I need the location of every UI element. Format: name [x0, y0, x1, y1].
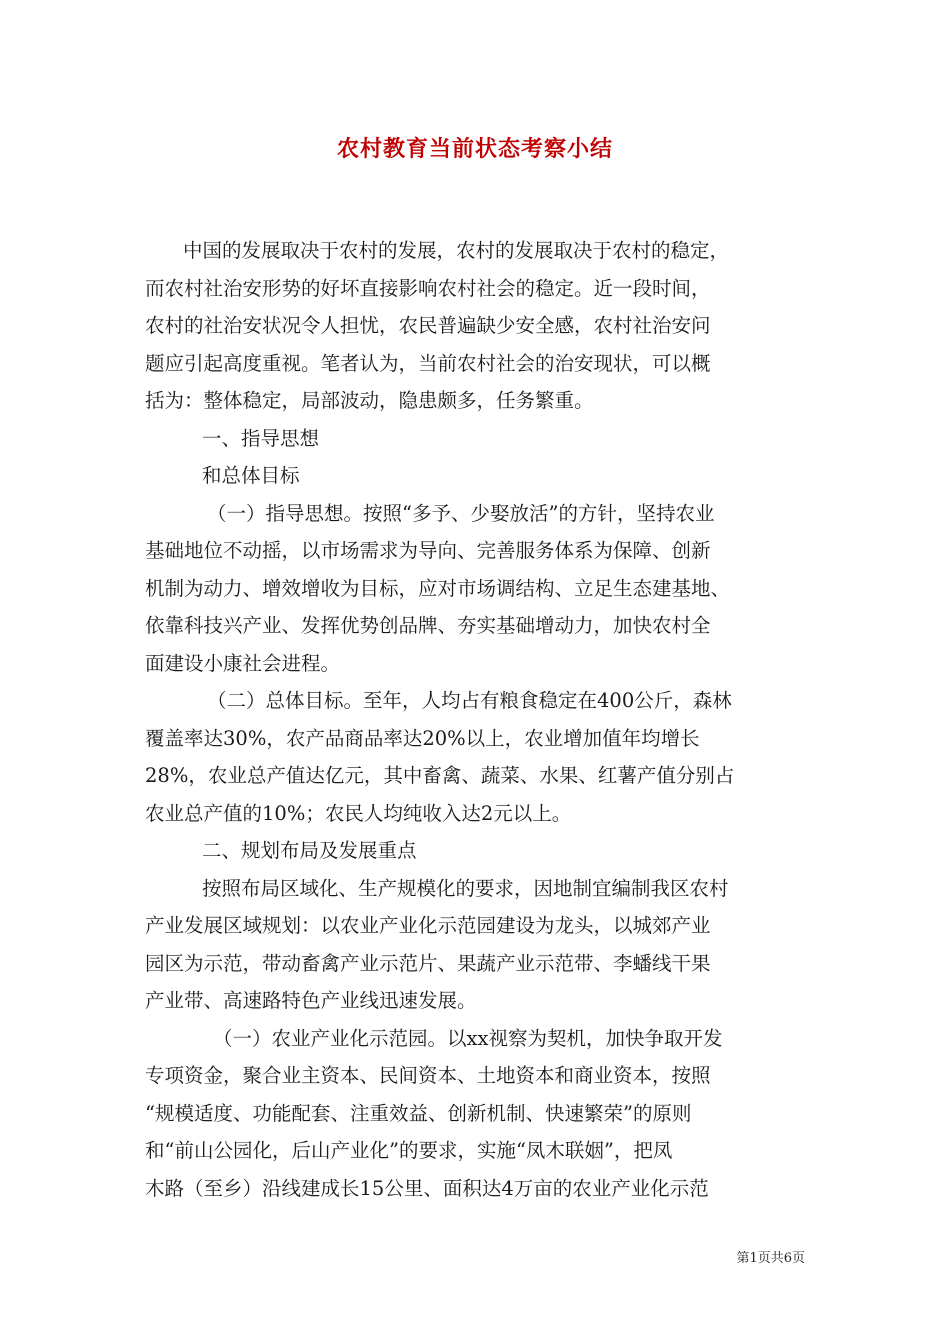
body-line: 产业带、高速路特色产业线迅速发展。 — [145, 989, 477, 1012]
body-line: “规模适度、功能配套、注重效益、创新机制、快速繁荣”的原则 — [145, 1101, 692, 1125]
body-line: 而农村社治安形势的好坏直接影响农村社会的稳定。近一段时间， — [145, 276, 711, 300]
body-line: 28%，农业总产值达亿元，其中畜禽、蔬菜、水果、红薯产值分别占 — [145, 764, 735, 787]
document-body — [145, 232, 813, 1207]
body-line: 覆盖率达30%，农产品商品率达20%以上，农业增加值年均增长 — [145, 726, 700, 750]
section-heading: 二、规划布局及发展重点 — [202, 839, 417, 862]
body-line: （一）指导思想。按照“多予、少娶放活”的方针，坚持农业 — [207, 501, 715, 525]
body-line: 农业总产值的10%；农民人均纯收入达2元以上。 — [145, 801, 572, 825]
body-line: 基础地位不动摇，以市场需求为导向、完善服务体系为保障、创新 — [145, 539, 711, 562]
body-line: 面建设小康社会进程。 — [145, 651, 341, 675]
body-line: 括为：整体稳定，局部波动，隐患颇多，任务繁重。 — [145, 389, 594, 412]
body-line: 专项资金，聚合业主资本、民间资本、土地资本和商业资本，按照 — [145, 1064, 711, 1087]
section-heading: 和总体目标 — [202, 464, 300, 487]
body-line: 园区为示范，带动畜禽产业示范片、果蔬产业示范带、李蟠线干果 — [145, 951, 711, 975]
body-line: 机制为动力、增效增收为目标，应对市场调结构、立足生态建基地、 — [145, 576, 731, 600]
body-line: 按照布局区域化、生产规模化的要求，因地制宜编制我区农村 — [202, 876, 729, 900]
body-line: 产业发展区域规划：以农业产业化示范园建设为龙头，以城郊产业 — [145, 914, 711, 937]
body-line: 依靠科技兴产业、发挥优势创品牌、夯实基础增动力，加快农村全 — [145, 614, 711, 637]
section-heading: 一、指导思想 — [202, 426, 320, 450]
document-title: 农村教育当前状态考察小结 — [336, 136, 613, 162]
body-line: 中国的发展取决于农村的发展，农村的发展取决于农村的稳定， — [183, 239, 730, 262]
page-number: 第1页共6页 — [736, 1251, 805, 1266]
body-line: （二）总体目标。至年，人均占有粮食稳定在400公斤，森林 — [207, 689, 732, 712]
body-line: 和“前山公园化，后山产业化”的要求，实施“凤木联姻”，把凤 — [145, 1139, 673, 1162]
body-line: 木路（至乡）沿线建成长15公里、面积达4万亩的农业产业化示范 — [145, 1176, 709, 1200]
body-line: 农村的社治安状况令人担忧，农民普遍缺少安全感，农村社治安问 — [145, 314, 711, 337]
body-line: （一）农业产业化示范园。以xx视察为契机，加快争取开发 — [213, 1026, 723, 1050]
body-line: 题应引起高度重视。笔者认为，当前农村社会的治安现状，可以概 — [145, 351, 711, 375]
